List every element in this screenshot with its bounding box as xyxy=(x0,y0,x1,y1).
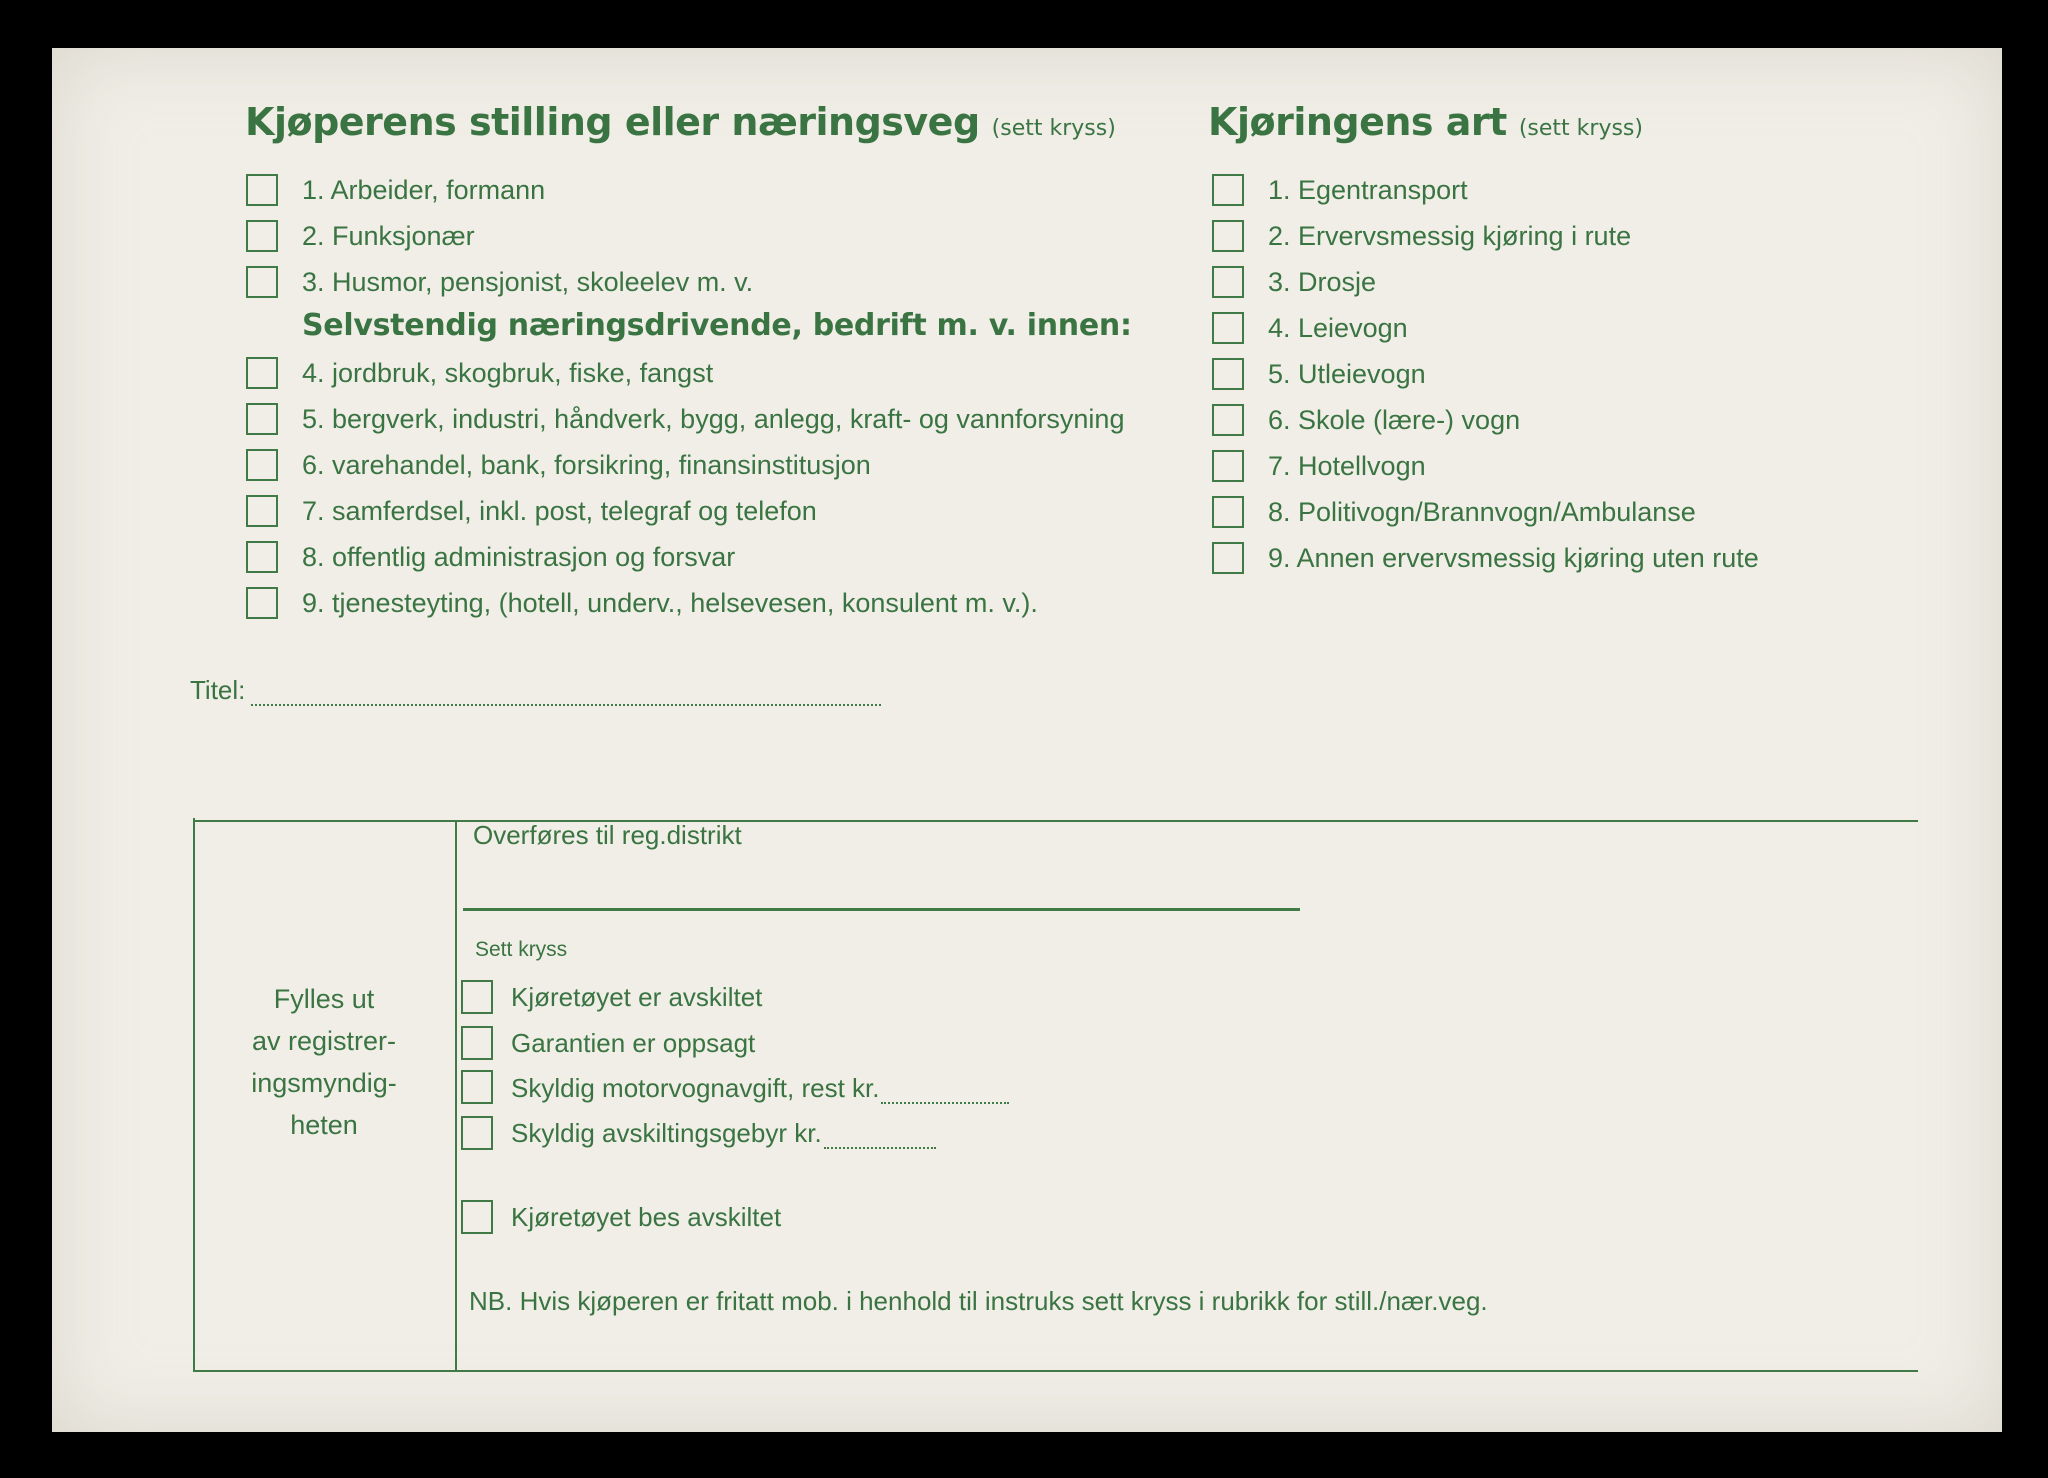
option-label: 3. Husmor, pensjonist, skoleelev m. v. xyxy=(302,267,754,297)
registry-box xyxy=(193,768,1864,1328)
checkbox[interactable] xyxy=(246,449,278,481)
option-label: 7. samferdsel, inkl. post, telegraf og telefon xyxy=(302,496,817,526)
option-label: 6. Skole (lære-) vogn xyxy=(1268,405,1521,435)
box-divider xyxy=(455,822,457,1370)
transfer-line[interactable] xyxy=(463,908,1300,911)
checkbox[interactable] xyxy=(246,403,278,435)
check-label: Kjøretøyet bes avskiltet xyxy=(511,1202,782,1232)
checkbox[interactable] xyxy=(246,495,278,527)
checkbox[interactable] xyxy=(246,266,278,298)
buyer-occupation-heading: Kjøperens stilling eller næringsveg (sett kryss) xyxy=(245,100,1116,144)
sett-kryss-label: Sett kryss xyxy=(475,938,568,961)
option-label: 4. jordbruk, skogbruk, fiske, fangst xyxy=(302,358,714,388)
checkbox[interactable] xyxy=(246,357,278,389)
checkbox[interactable] xyxy=(1212,312,1244,344)
option-label: 3. Drosje xyxy=(1268,267,1377,297)
option-label: 4. Leievogn xyxy=(1268,313,1408,343)
option-label: 8. offentlig administrasjon og forsvar xyxy=(302,542,736,572)
driving-type-heading: Kjøringens art (sett kryss) xyxy=(1208,100,1643,144)
checkbox-vehicle-tax-due[interactable] xyxy=(461,1070,493,1104)
checkbox[interactable] xyxy=(1212,358,1244,390)
amount-dotted-line[interactable] xyxy=(824,1129,936,1149)
checkbox[interactable] xyxy=(246,541,278,573)
checkbox[interactable] xyxy=(246,587,278,619)
option-label: 1. Arbeider, formann xyxy=(302,175,546,205)
box-bottom-border xyxy=(193,1370,1918,1372)
checkbox[interactable] xyxy=(1212,220,1244,252)
transfer-label: Overføres til reg.distrikt xyxy=(473,820,742,850)
option-label: 5. Utleievogn xyxy=(1268,359,1426,389)
checkbox[interactable] xyxy=(1212,450,1244,482)
checkbox[interactable] xyxy=(1212,542,1244,574)
checkbox[interactable] xyxy=(246,220,278,252)
checkbox[interactable] xyxy=(246,174,278,206)
checkbox[interactable] xyxy=(1212,496,1244,528)
checkbox-deregistration-fee-due[interactable] xyxy=(461,1116,493,1150)
check-label: Kjøretøyet er avskiltet xyxy=(511,982,763,1012)
box-left-border-lower xyxy=(193,1140,195,1372)
amount-dotted-line[interactable] xyxy=(881,1084,1009,1104)
option-label: 9. tjenesteyting, (hotell, underv., helsevesen, konsulent m. v.). xyxy=(302,588,1038,618)
title-dotted-line[interactable] xyxy=(251,684,881,706)
check-label: Garantien er oppsagt xyxy=(511,1028,756,1058)
option-label: 1. Egentransport xyxy=(1268,175,1468,205)
checkbox[interactable] xyxy=(1212,404,1244,436)
nb-note: NB. Hvis kjøperen er fritatt mob. i henhold til instruks sett kryss i rubrikk for still./nær.veg. xyxy=(469,1286,1488,1316)
option-label: 7. Hotellvogn xyxy=(1268,451,1426,481)
option-label: 2. Ervervsmessig kjøring i rute xyxy=(1268,221,1632,251)
option-label: 2. Funksjonær xyxy=(302,221,475,251)
option-label: 5. bergverk, industri, håndverk, bygg, anlegg, kraft- og vannforsyning xyxy=(302,404,1125,434)
self-employed-subheading: Selvstendig næringsdrivende, bedrift m. v. innen: xyxy=(302,308,1132,343)
checkbox-request-deregistration[interactable] xyxy=(461,1200,493,1234)
option-label: 6. varehandel, bank, forsikring, finansinstitusjon xyxy=(302,450,871,480)
option-label: 8. Politivogn/Brannvogn/Ambulanse xyxy=(1268,497,1696,527)
checkbox[interactable] xyxy=(1212,174,1244,206)
title-label: Titel: xyxy=(190,675,246,705)
check-label: Skyldig motorvognavgift, rest kr. xyxy=(511,1073,1009,1104)
check-label: Skyldig avskiltingsgebyr kr. xyxy=(511,1118,936,1149)
checkbox[interactable] xyxy=(1212,266,1244,298)
registry-authority-note: Fylles ut av registrer- ingsmyndig- heten xyxy=(251,984,397,1140)
checkbox-deregistered[interactable] xyxy=(461,980,493,1014)
checkbox-guarantee-cancelled[interactable] xyxy=(461,1026,493,1060)
box-top-border xyxy=(193,820,1918,822)
option-label: 9. Annen ervervsmessig kjøring uten rute xyxy=(1268,543,1759,573)
title-field[interactable] xyxy=(190,675,881,706)
